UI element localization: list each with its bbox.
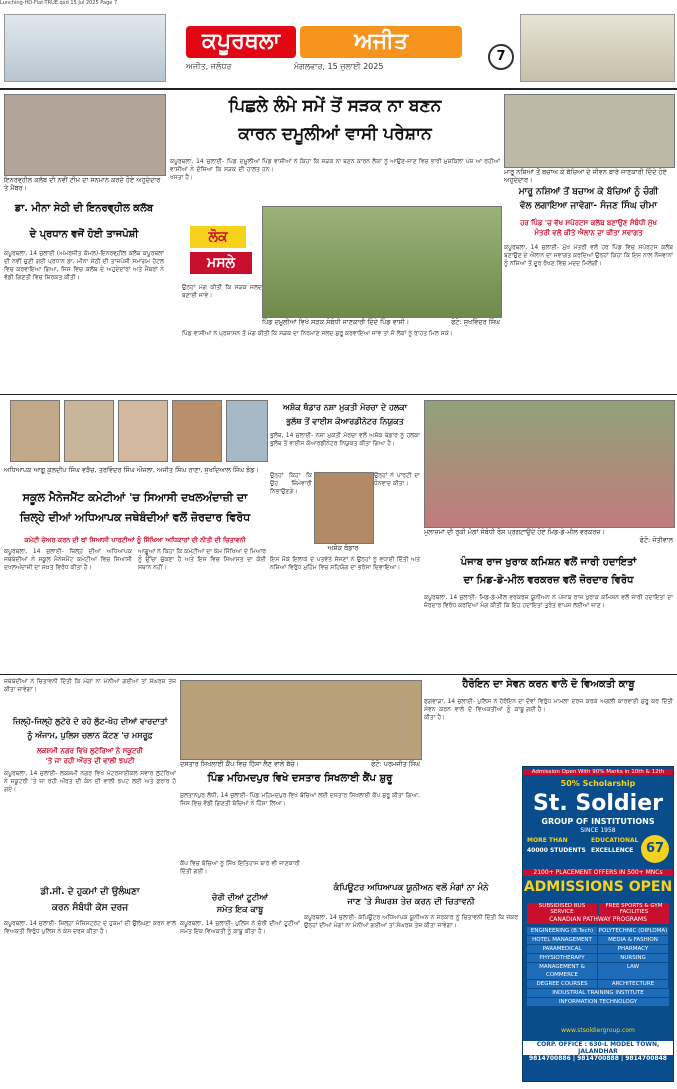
fraud-headline-1: ਜ਼ਿਲ੍ਹੇ-ਜਿਲ੍ਹੇ ਲੁਟੇਰੇ ਦੇ ਰਹੇ ਲੁੱਟ-ਖੋਹ ਦੀਆਂ ਵਾਰਦਾਤਾਂ	[12, 717, 168, 726]
heroin-body-2: ਦੋਵਾਂ ਵਿਰੁੱਧ ਮਾਮਲਾ ਦਰਜ ਕਰਕੇ ਅਗਲੀ ਕਾਰਵਾਈ ਸ਼ੁਰੂ ਕਰ ਦਿੱਤੀ ਗਈ ਹੈ।	[526, 698, 673, 713]
portrait-4	[172, 400, 222, 462]
inner-wheel-headline-1: ਡਾ. ਮੀਨਾ ਸੇਠੀ ਦੀ ਇਨਰਵ੍ਹੀਲ ਕਲੱਬ	[14, 203, 154, 214]
masthead-left-photo	[4, 14, 166, 82]
right-top-photo	[504, 94, 675, 168]
section-rule-1	[0, 394, 677, 395]
ashok-portrait-caption: ਅਸ਼ੋਕ ਥੰਡਾਰ	[327, 544, 359, 552]
ad-course: POLYTECHNIC (DIPLOMA)	[598, 928, 668, 934]
portrait-1	[10, 400, 60, 462]
right-top-sub-2: ਮੰਤਰੀ ਵਲੋਂ ਕੀਤੇ ਐਲਾਨ ਦਾ ਕੀਤਾ ਸਵਾਗਤ	[534, 229, 643, 237]
brand-title: ਅਜੀਤ	[300, 26, 462, 58]
inner-wheel-caption: ਇਨਰਵ੍ਹੀਲ ਕਲੱਬ ਦੀ ਨਵੀਂ ਟੀਮ ਦਾ ਸਨਮਾਨ ਕਰਦੇ ਹੋਏ ਅਹੁਦੇਦਾਰ ਤੇ ਮੈਂਬਰ।	[4, 176, 161, 192]
theft-body: ਕਪੂਰਥਲਾ, 14 ਜੁਲਾਈ- ਪੁਲਿਸ ਨੇ ਚੋਰੀ ਦੀਆਂ ਟੂਟੀਆਂ ਸਮੇਤ ਇਕ ਵਿਅਕਤੀ ਨੂੰ ਕਾਬੂ ਕੀਤਾ ਹੈ।	[180, 920, 300, 935]
ad-brand: St. Soldier	[533, 791, 663, 816]
fraud-body: ਕਪੂਰਥਲਾ, 14 ਜੁਲਾਈ- ਲਕਸ਼ਮੀ ਨਗਰ ਵਿਖੇ ਮੋਟਰਸਾਈਕਲ ਸਵਾਰ ਲੁਟੇਰਿਆਂ ਨੇ ਸਕੂਟਰੀ 'ਤੇ ਜਾ ਰਹੀ ਔਰਤ ਦੀ ਕੰਨ ਦੀ ਵਾਲੀ ਝਪਟ ਲਈ ਅਤੇ ਫ਼ਰਾਰ ਹੋ ਗਏ।	[4, 770, 176, 793]
ad-course: LAW	[598, 963, 668, 979]
portrait-2	[64, 400, 114, 462]
portrait-3	[118, 400, 168, 462]
school-body-col1: ਕਪੂਰਥਲਾ, 14 ਜੁਲਾਈ- ਜ਼ਿਲ੍ਹੇ ਦੀਆਂ ਅਧਿਆਪਕ ਜਥੇਬੰਦੀਆਂ ਨੇ ਸਕੂਲ ਮੈਨੇਜਮੈਂਟ ਕਮੇਟੀਆਂ ਵਿਚ ਸਿਆਸੀ ਦਖਲਅੰਦਾਜ਼ੀ ਦਾ ਸਖ਼ਤ ਵਿਰੋਧ ਕੀਤਾ ਹੈ।	[4, 548, 132, 571]
fraud-headline-2: ਨੂੰ ਅੰਜਾਮ, ਪੁਲਿਸ ਚਲਾਨ ਕੱਟਣ 'ਚ ਮਸਰੂਫ਼	[27, 731, 153, 740]
ad-since: SINCE 1958	[580, 827, 616, 834]
inner-wheel-photo	[4, 94, 166, 176]
ashok-body-top: ਭੁਲੱਥ, 14 ਜੁਲਾਈ- ਨਸ਼ਾ ਮੁਕਤੀ ਮੋਰਚਾ ਵਲੋਂ ਅਸ਼ੋਕ ਥੰਡਾਰ ਨੂੰ ਹਲਕਾ ਭੁਲੱਥ ਤੋਂ ਵਾਈਸ ਕੋਆਰਡੀਨੇਟਰ ਨਿਯੁਕਤ ਕੀਤਾ ਗਿਆ ਹੈ।	[270, 432, 420, 447]
ad-more-than: MORE THAN	[527, 837, 568, 844]
ad-course: PARAMEDICAL	[527, 945, 597, 953]
dastar-credit: ਫੋਟੋ: ਪਰਮਜੀਤ ਸਿੰਘ	[371, 760, 420, 768]
computer-headline-2: ਜਾਣ 'ਤੇ ਸੰਘਰਸ਼ ਤੇਜ਼ ਕਰਨ ਦੀ ਚਿਤਾਵਨੀ	[347, 897, 475, 907]
dc-headline-2: ਕਰਨ ਸੰਬੰਧੀ ਕੇਸ ਦਰਜ	[51, 903, 129, 913]
masthead-date: ਮੰਗਲਵਾਰ, 15 ਜੁਲਾਈ 2025	[293, 62, 384, 71]
computer-headline-1: ਕੰਪਿਊਟਰ ਅਧਿਆਪਕ ਯੂਨੀਅਨ ਵਲੋਂ ਮੰਗਾਂ ਨਾ ਮੰਨੇ	[333, 883, 489, 893]
lead-body-top: ਪਿੰਡ ਵਾਸੀਆਂ ਨੇ ਕਿਹਾ ਕਿ ਸੜਕ ਨਾ ਬਣਨ ਕਾਰਨ ਲੋਕਾਂ ਨੂੰ ਆਉਣ-ਜਾਣ ਵਿਚ ਭਾਰੀ ਮੁਸ਼ਕਿਲਾਂ ਪੇਸ਼ ਆ ਰਹੀਆਂ ਹਨ।	[262, 158, 500, 173]
right-top-body: ਕਪੂਰਥਲਾ, 14 ਜੁਲਾਈ- ਮੁੱਖ ਮੰਤਰੀ ਵਲੋਂ ਹਰ ਪਿੰਡ ਵਿਚ ਸਪੋਰਟਸ ਕਲੱਬ ਬਣਾਉਣ ਦੇ ਐਲਾਨ ਦਾ ਸਵਾਗਤ ਕਰਦਿਆਂ ਉਨ੍ਹਾਂ ਕਿਹਾ ਕਿ ਇਸ ਨਾਲ ਨੌਜਵਾਨਾਂ ਨੂੰ ਨਸ਼ਿਆਂ ਤੋਂ ਦੂਰ ਰੱਖਣ ਵਿਚ ਮਦਦ ਮਿਲੇਗੀ।	[504, 244, 673, 267]
heroin-body-1: ਫਗਵਾੜਾ, 14 ਜੁਲਾਈ- ਪੁਲਿਸ ਨੇ ਹੈਰੋਇਨ ਦਾ ਸੇਵਨ ਕਰਨ ਵਾਲੇ ਦੋ ਵਿਅਕਤੀਆਂ ਨੂੰ ਕਾਬੂ ਕੀਤਾ ਹੈ।	[424, 698, 524, 721]
ad-admissions: ADMISSIONS OPEN	[523, 879, 673, 895]
masle-badge: ਮਸਲੇ	[190, 252, 252, 274]
ad-address: CORP. OFFICE : 630-L MODEL TOWN, JALANDHAR	[523, 1041, 673, 1055]
print-slug: Lunching-HD-Flat-TRUE.qxd 15 Jul 2025 Page 7	[0, 0, 118, 6]
dastar-body-tail: ਕੈਂਪ ਵਿਚ ਬੱਚਿਆਂ ਨੂੰ ਸਿੱਖ ਇਤਿਹਾਸ ਬਾਰੇ ਵੀ ਜਾਣਕਾਰੀ ਦਿੱਤੀ ਗਈ।	[180, 860, 300, 875]
computer-body: ਕਪੂਰਥਲਾ, 14 ਜੁਲਾਈ- ਕੰਪਿਊਟਰ ਅਧਿਆਪਕ ਯੂਨੀਅਨ ਨੇ ਸਰਕਾਰ ਨੂੰ ਚਿਤਾਵਨੀ ਦਿੱਤੀ ਕਿ ਜੇਕਰ ਉਨ੍ਹਾਂ ਦੀਆਂ ਮੰਗਾਂ ਨਾ ਮੰਨੀਆਂ ਗਈਆਂ ਤਾਂ ਸੰਘਰਸ਼ ਤੇਜ਼ ਕੀਤਾ ਜਾਵੇਗਾ।	[304, 914, 518, 929]
portraits-caption: ਅਧਿਆਪਕ ਆਗੂ ਕੁਲਦੀਪ ਸਿੰਘ ਵੜੈਚ, ਤਰਵਿੰਦਰ ਸਿੰਘ ਔਜਲਾ, ਅਜੀਤ ਸਿੰਘ ਰਾਣਾ, ਸੁਖਦਿਆਲ ਸਿੰਘ ਝੰਡ।	[4, 466, 259, 474]
inner-wheel-headline-2: ਦੇ ਪ੍ਰਧਾਨ ਵਜੋਂ ਹੋਈ ਤਾਜਪੋਸ਼ੀ	[29, 229, 139, 240]
ad-course: NURSING	[598, 954, 668, 962]
school-body-col2: ਆਗੂਆਂ ਨੇ ਕਿਹਾ ਕਿ ਕਮੇਟੀਆਂ ਦਾ ਕੰਮ ਸਿੱਖਿਆ ਦੇ ਮਿਆਰ ਨੂੰ ਉੱਚਾ ਚੁੱਕਣਾ ਹੈ ਅਤੇ ਇਸ ਵਿਚ ਸਿਆਸਤ ਦਾ ਕੋਈ ਸਥਾਨ ਨਹੀਂ।	[138, 548, 266, 571]
portrait-5	[226, 400, 268, 462]
lead-headline-2: ਕਾਰਨ ਦਮੂਲੀਆਂ ਵਾਸੀ ਪਰੇਸ਼ਾਨ	[238, 124, 432, 144]
ashok-headline-2: ਭੁਲੱਥ ਤੋਂ ਵਾਈਸ ਕੋਆਰਡੀਨੇਟਰ ਨਿਯੁਕਤ	[286, 417, 404, 426]
school-headline-2: ਜ਼ਿਲ੍ਹੇ ਦੀਆਂ ਅਧਿਆਪਕ ਜਥੇਬੰਦੀਆਂ ਵਲੋਂ ਜ਼ੋਰਦਾਰ ਵਿਰੋਧ	[19, 511, 251, 524]
ashok-portrait	[314, 472, 374, 544]
protest-headline-1: ਪੰਜਾਬ ਰਾਜ ਖੁਰਾਕ ਕਮਿਸ਼ਨ ਵਲੋਂ ਜਾਰੀ ਹਦਾਇਤਾਂ	[460, 557, 637, 568]
ad-group: GROUP OF INSTITUTIONS	[541, 817, 655, 826]
right-top-headline-2: ਵੱਲ ਲਗਾਇਆ ਜਾਵੇਗਾ- ਸੰਜਣ ਸਿੰਘ ਚੀਮਾ	[519, 201, 658, 211]
theft-headline-2: ਸਮੇਤ ਇਕ ਕਾਬੂ	[216, 905, 264, 914]
ad-website: www.stsoldiergroup.com	[561, 1027, 635, 1034]
ad-placement: 2100+ PLACEMENT OFFERS IN 500+ MNCs	[523, 869, 673, 876]
ad-educational: EDUCATIONAL	[591, 837, 639, 844]
lead-body-col1b: ਉਨ੍ਹਾਂ ਮੰਗ ਕੀਤੀ ਕਿ ਸੜਕ ਜਲਦ ਬਣਾਈ ਜਾਵੇ।	[182, 284, 262, 299]
ad-course: MANAGEMENT & COMMERCE	[527, 963, 597, 979]
ad-course: ARCHITECTURE	[598, 980, 668, 988]
dc-headline-1: ਡੀ.ਸੀ. ਦੇ ਹੁਕਮਾਂ ਦੀ ਉਲੰਘਣਾ	[40, 887, 140, 897]
ad-top-banner: Admission Open With 90% Marks in 10th & 12th	[523, 769, 673, 775]
section-rule-2	[0, 674, 677, 675]
theft-headline-1: ਚੋਰੀ ਦੀਆਂ ਟੂਟੀਆਂ	[211, 893, 269, 902]
heroin-headline: ਹੈਰੋਇਨ ਦਾ ਸੇਵਨ ਕਰਨ ਵਾਲੇ ਦੋ ਵਿਅਕਤੀ ਕਾਬੂ	[462, 679, 635, 690]
right-top-headline-1: ਮਾਰੂ ਨਸ਼ਿਆਂ ਤੋਂ ਬਚਾਅ ਕੇ ਬੱਚਿਆਂ ਨੂੰ ਚੰਗੀ	[518, 187, 659, 197]
ashok-body-left: ਉਨ੍ਹਾਂ ਕਿਹਾ ਕਿ ਉਹ ਜ਼ਿੰਮੇਵਾਰੀ ਨਿਭਾਉਣਗੇ।	[270, 472, 312, 495]
ad-course: HOTEL MANAGEMENT	[527, 936, 597, 944]
ad-course: MEDIA & FASHION	[598, 936, 668, 944]
dastar-headline: ਪਿੰਡ ਮਹਿਮਦਪੁਰ ਵਿਖੇ ਦਸਤਾਰ ਸਿਖਲਾਈ ਕੈਂਪ ਸ਼ੁਰੂ	[207, 773, 393, 784]
ad-canadian: CANADIAN PATHWAY PROGRAMS	[527, 915, 669, 924]
city-title: ਕਪੂਰਥਲਾ	[186, 26, 296, 58]
lead-photo-caption: ਪਿੰਡ ਦਮੂਲੀਆਂ ਵਿਖੇ ਸੜਕ ਸੰਬੰਧੀ ਜਾਣਕਾਰੀ ਦਿੰਦੇ ਪਿੰਡ ਵਾਸੀ।	[262, 318, 410, 326]
masthead-right-photo	[520, 14, 675, 82]
ad-course: INFORMATION TECHNOLOGY	[527, 998, 669, 1006]
fraud-sub-1: ਲਕਸ਼ਮੀ ਨਗਰ ਵਿਖੇ ਲੁਟੇਰਿਆਂ ਨੇ ਸਕੂਟਰੀ	[37, 747, 143, 755]
ad-years-badge: 67	[641, 835, 669, 863]
school-body-tail: ਜਥੇਬੰਦੀਆਂ ਨੇ ਚਿਤਾਵਨੀ ਦਿੱਤੀ ਕਿ ਮੰਗਾਂ ਨਾ ਮੰਨੀਆਂ ਗਈਆਂ ਤਾਂ ਸੰਘਰਸ਼ ਤੇਜ਼ ਕੀਤਾ ਜਾਵੇਗਾ।	[4, 678, 176, 693]
ad-subsidised: SUBSIDISED BUS SERVICE	[527, 903, 597, 915]
ad-course: PHYSIOTHERAPY	[527, 954, 597, 962]
protest-caption: ਮੁਲਾਜ਼ਮਾਂ ਦੀ ਰੁਕੀ ਮੰਗਾਂ ਸੰਬੰਧੀ ਰੋਸ ਪ੍ਰਗਟਾਉਂਦੇ ਹੋਏ ਮਿਡ-ਡੇ-ਮੀਲ ਵਰਕਰਜ਼।	[424, 528, 606, 536]
ad-course: INDUSTRIAL TRAINING INSTITUTE	[527, 989, 669, 997]
masthead-edition: ਅਜੀਤ, ਜਲੰਧਰ	[186, 62, 232, 71]
right-top-caption: ਮਾਰੂ ਨਸ਼ਿਆਂ ਤੋਂ ਬਚਾਅ ਕੇ ਬੱਚਿਆਂ ਦੇ ਜੀਵਨ ਬਾਰੇ ਜਾਣਕਾਰੀ ਦਿੰਦੇ ਹੋਏ ਅਹੁਦੇਦਾਰ।	[504, 168, 667, 184]
ashok-body-right: ਉਨ੍ਹਾਂ ਨੇ ਪਾਰਟੀ ਦਾ ਧੰਨਵਾਦ ਕੀਤਾ।	[374, 472, 420, 487]
ad-course: ENGINEERING (B.Tech)	[527, 927, 597, 935]
ad-course: DEGREE COURSES	[527, 980, 597, 988]
ad-scholarship: 50% Scholarship	[560, 779, 636, 788]
school-headline-1: ਸਕੂਲ ਮੈਨੇਜਮੈਂਟ ਕਮੇਟੀਆਂ 'ਚ ਸਿਆਸੀ ਦਖਲਅੰਦਾਜ਼ੀ ਦਾ	[22, 491, 248, 504]
lead-headline-1: ਪਿਛਲੇ ਲੰਮੇ ਸਮੇਂ ਤੋਂ ਸੜਕ ਨਾ ਬਣਨ	[228, 96, 442, 116]
dc-body: ਕਪੂਰਥਲਾ, 14 ਜੁਲਾਈ- ਜ਼ਿਲ੍ਹਾ ਮੈਜਿਸਟ੍ਰੇਟ ਦੇ ਹੁਕਮਾਂ ਦੀ ਉਲੰਘਣਾ ਕਰਨ ਵਾਲੇ ਵਿਅਕਤੀ ਵਿਰੁੱਧ ਪੁਲਿਸ ਨੇ ਕੇਸ ਦਰਜ ਕੀਤਾ ਹੈ।	[4, 920, 176, 935]
ad-sports: FREE SPORTS & GYM FACILITIES	[599, 903, 669, 915]
lead-body-bottom: ਪਿੰਡ ਵਾਸੀਆਂ ਨੇ ਪ੍ਰਸ਼ਾਸਨ ਤੋਂ ਮੰਗ ਕੀਤੀ ਕਿ ਸੜਕ ਦਾ ਨਿਰਮਾਣ ਜਲਦ ਸ਼ੁਰੂ ਕਰਵਾਇਆ ਜਾਵੇ ਤਾਂ ਜੋ ਲੋਕਾਂ ਨੂੰ ਰਾਹਤ ਮਿਲ ਸਕੇ।	[182, 330, 453, 337]
dastar-caption: ਦਸਤਾਰ ਸਿਖਲਾਈ ਕੈਂਪ ਵਿਚ ਹਿੱਸਾ ਲੈਣ ਵਾਲੇ ਬੱਚੇ।	[180, 760, 300, 768]
protest-body: ਕਪੂਰਥਲਾ, 14 ਜੁਲਾਈ- ਮਿਡ-ਡੇ-ਮੀਲ ਵਰਕਰਜ਼ ਯੂਨੀਅਨ ਨੇ ਪੰਜਾਬ ਰਾਜ ਖੁਰਾਕ ਕਮਿਸ਼ਨ ਵਲੋਂ ਜਾਰੀ ਹਦਾਇਤਾਂ ਦਾ ਜ਼ੋਰਦਾਰ ਵਿਰੋਧ ਕਰਦਿਆਂ ਮੰਗ ਕੀਤੀ ਕਿ ਇਹ ਹਦਾਇਤਾਂ ਤੁਰੰਤ ਵਾਪਸ ਲਈਆਂ ਜਾਣ।	[424, 594, 673, 609]
masthead-rule	[0, 88, 677, 90]
ashok-headline-1: ਅਸ਼ੋਕ ਥੰਡਾਰ ਨਸ਼ਾ ਮੁਕਤੀ ਮੋਰਚਾ ਦੇ ਹਲਕਾ	[282, 403, 408, 412]
protest-headline-2: ਦਾ ਮਿਡ-ਡੇ-ਮੀਲ ਵਰਕਰਜ਼ ਵਲੋਂ ਜ਼ੋਰਦਾਰ ਵਿਰੋਧ	[463, 575, 634, 586]
ashok-body-bottom: ਇਸ ਮੌਕੇ ਇਲਾਕੇ ਦੇ ਪਤਵੰਤੇ ਸੱਜਣਾਂ ਨੇ ਉਨ੍ਹਾਂ ਨੂੰ ਵਧਾਈ ਦਿੱਤੀ ਅਤੇ ਨਸ਼ਿਆਂ ਵਿਰੁੱਧ ਮੁਹਿੰਮ ਵਿਚ ਸਹਿਯੋਗ ਦਾ ਭਰੋਸਾ ਦਿਵਾਇਆ।	[270, 556, 420, 571]
inner-wheel-body: ਕਪੂਰਥਲਾ, 14 ਜੁਲਾਈ (ਅਮਰਜੀਤ ਕੋਮਲ)-ਇਨਰਵ੍ਹੀਲ ਕਲੱਬ ਕਪੂਰਥਲਾ ਦੀ ਨਵੀਂ ਚੁਣੀ ਗਈ ਪ੍ਰਧਾਨ ਡਾ. ਮੀਨਾ ਸੇਠੀ ਦੀ ਤਾਜਪੋਸ਼ੀ ਸਮਾਗਮ ਹੋਟਲ ਵਿਚ ਕਰਵਾਇਆ ਗਿਆ, ਜਿਸ ਵਿਚ ਕਲੱਬ ਦੇ ਅਹੁਦੇਦਾਰਾਂ ਅਤੇ ਮੈਂਬਰਾਂ ਨੇ ਵੱਡੀ ਗਿਣਤੀ ਵਿਚ ਸ਼ਿਰਕਤ ਕੀਤੀ।	[4, 250, 164, 281]
page-number: 7	[488, 44, 514, 70]
ad-course: PHARMACY	[598, 945, 668, 953]
lead-photo-credit: ਫੋਟੋ: ਸੁਖਵਿੰਦਰ ਸਿੰਘ	[451, 318, 500, 326]
lead-photo	[262, 206, 502, 318]
dastar-photo	[180, 680, 422, 760]
ad-phones: 9814700886 | 9814700888 | 9814700848	[529, 1055, 667, 1062]
right-top-sub-1: ਹਰ ਪਿੰਡ 'ਚ ਵੱਖ ਸਪੋਰਟਸ ਕਲੱਬ ਬਣਾਉਣ ਸੰਬੰਧੀ ਮੁੱਖ	[520, 219, 657, 227]
lead-body-col1: ਕਪੂਰਥਲਾ, 14 ਜੁਲਾਈ- ਪਿੰਡ ਦਮੂਲੀਆਂ ਵਾਸੀਆਂ ਨੇ ਦੱਸਿਆ ਕਿ ਸੜਕ ਦੀ ਹਾਲਤ ਖਸਤਾ ਹੈ।	[170, 158, 260, 181]
st-soldier-advert	[522, 766, 674, 1082]
protest-photo	[424, 400, 675, 528]
fraud-sub-2: 'ਤੇ ਜਾ ਰਹੀ ਔਰਤ ਦੀ ਵਾਲੀ ਝਪਟੀ	[45, 757, 135, 765]
dastar-body: ਸੁਲਤਾਨਪੁਰ ਲੋਧੀ, 14 ਜੁਲਾਈ- ਪਿੰਡ ਮਹਿਮਦਪੁਰ ਵਿਖੇ ਬੱਚਿਆਂ ਲਈ ਦਸਤਾਰ ਸਿਖਲਾਈ ਕੈਂਪ ਸ਼ੁਰੂ ਕੀਤਾ ਗਿਆ, ਜਿਸ ਵਿਚ ਵੱਡੀ ਗਿਣਤੀ ਬੱਚਿਆਂ ਨੇ ਹਿੱਸਾ ਲਿਆ।	[180, 792, 420, 807]
protest-credit: ਫੋਟੋ: ਜੋਤੀਵਾਲ	[639, 536, 673, 544]
lok-badge: ਲੋਕ	[190, 226, 246, 248]
ad-students: 40000 STUDENTS	[527, 847, 586, 854]
school-subhead: ਕਮੇਟੀ ਚੇਅਰ ਕਰਨ ਦੀ ਥਾਂ ਸਿਆਸੀ ਪਾਰਟੀਆਂ ਨੂੰ ਸਿੱਖਿਆ ਅਧਿਕਾਰਾਂ ਦੀ ਨੀਤੀ ਦੀ ਚਿਤਾਵਨੀ	[24, 536, 246, 544]
ad-courses-grid	[527, 927, 669, 1006]
ad-excellence: EXCELLENCE	[591, 847, 634, 854]
masthead-subline	[186, 62, 476, 74]
